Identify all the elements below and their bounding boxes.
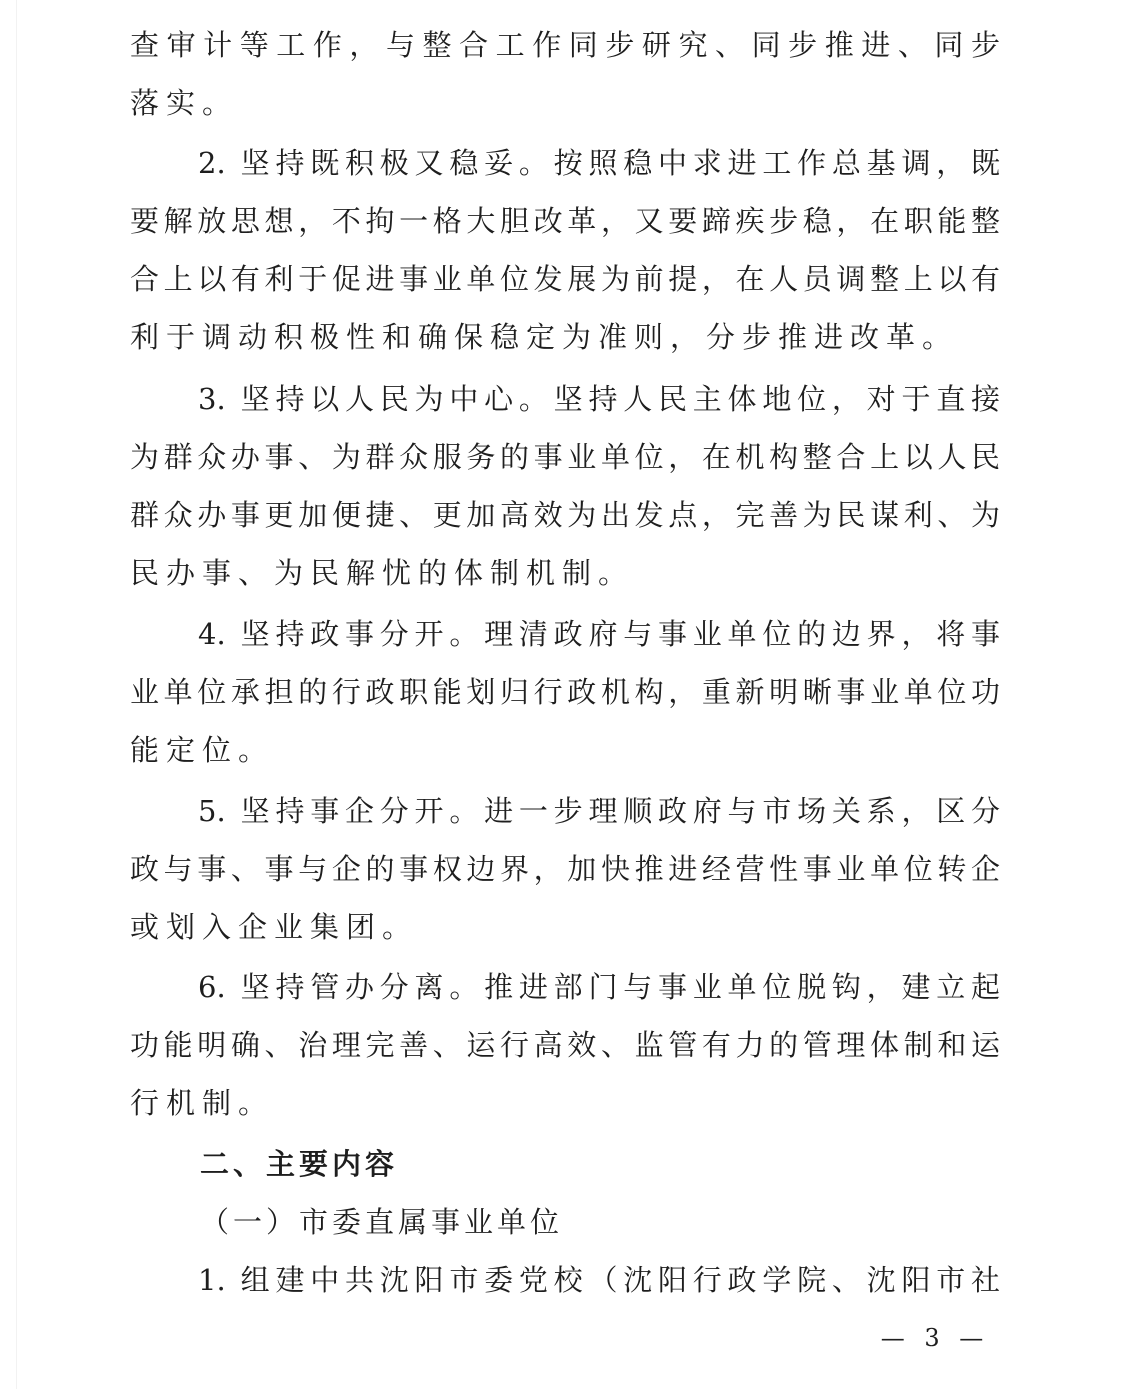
text-line: 行机制。 — [130, 1086, 275, 1120]
subsection-heading: （一）市委直属事业单位 — [200, 1205, 564, 1239]
paragraph-principle-6 — [130, 958, 1000, 1132]
text-line: 1. 组建中共沈阳市委党校（沈阳行政学院、沈阳市社 — [198, 1263, 1000, 1297]
text-line: 为群众办事、为群众服务的事业单位，在机构整合上以人民 — [130, 440, 1000, 474]
section-heading: 二、主要内容 — [200, 1147, 399, 1181]
text-line: 4. 坚持政事分开。理清政府与事业单位的边界，将事 — [198, 617, 1000, 651]
scan-margin-line — [16, 0, 17, 1389]
text-line: 利于调动积极性和确保稳定为准则，分步推进改革。 — [130, 320, 959, 354]
text-line: 功能明确、治理完善、运行高效、监管有力的管理体制和运 — [130, 1028, 1000, 1062]
text-line: 群众办事更加便捷、更加高效为出发点，完善为民谋利、为 — [130, 498, 1000, 532]
text-line: 要解放思想，不拘一格大胆改革，又要蹄疾步稳，在职能整 — [130, 204, 1000, 238]
paragraph-continuation — [130, 16, 1000, 132]
text-line: 查审计等工作，与整合工作同步研究、同步推进、同步 — [130, 28, 1000, 62]
text-line: 合上以有利于促进事业单位发展为前提，在人员调整上以有 — [130, 262, 1000, 296]
paragraph-item-1 — [130, 1251, 1000, 1309]
text-line: 落实。 — [130, 86, 239, 120]
paragraph-principle-3 — [130, 370, 1000, 602]
text-line: 5. 坚持事企分开。进一步理顺政府与市场关系，区分 — [198, 794, 1000, 828]
text-line: 6. 坚持管办分离。推进部门与事业单位脱钩，建立起 — [198, 970, 1000, 1004]
text-line: 政与事、事与企的事权边界，加快推进经营性事业单位转企 — [130, 852, 1000, 886]
text-line: 或划入企业集团。 — [130, 910, 419, 944]
text-line: 业单位承担的行政职能划归行政机构，重新明晰事业单位功 — [130, 675, 1000, 709]
paragraph-principle-2 — [130, 134, 1000, 366]
paragraph-principle-5 — [130, 782, 1000, 956]
page-number: — 3 — — [880, 1324, 990, 1352]
text-line: 2. 坚持既积极又稳妥。按照稳中求进工作总基调，既 — [198, 146, 1000, 180]
text-line: 3. 坚持以人民为中心。坚持人民主体地位，对于直接 — [198, 382, 1000, 416]
paragraph-principle-4 — [130, 605, 1000, 779]
text-line: 能定位。 — [130, 733, 275, 767]
text-line: 民办事、为民解忧的体制机制。 — [130, 556, 635, 590]
